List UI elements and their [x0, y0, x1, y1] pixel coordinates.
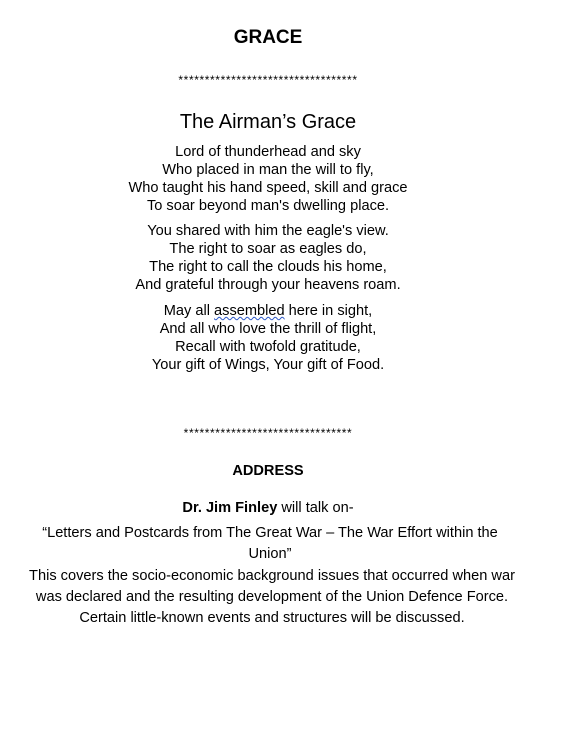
talk-title: “Letters and Postcards from The Great War – The War Effort within the Union” — [42, 525, 498, 562]
line-text: May all — [163, 303, 215, 319]
address-heading: ADDRESS — [232, 463, 304, 479]
poem-stanza-3 — [0, 302, 536, 374]
poem-line: And grateful through your heavens roam. — [135, 277, 401, 293]
poem-line — [0, 302, 536, 320]
poem-stanza-2 — [0, 222, 536, 294]
speaker-line — [0, 500, 536, 516]
poem-line: You shared with him the eagle's view. — [147, 223, 389, 239]
separator-top: ********************************** — [178, 73, 358, 87]
separator-bottom: ******************************** — [183, 426, 353, 440]
speaker-name: Dr. Jim Finley — [182, 500, 278, 516]
poem-line: To soar beyond man's dwelling place. — [146, 198, 390, 214]
poem-line: Your gift of Wings, Your gift of Food. — [151, 357, 385, 373]
page-title: GRACE — [233, 27, 303, 48]
line-text: here in sight, — [284, 303, 373, 319]
spellcheck-flagged-word[interactable]: assembled — [214, 303, 285, 319]
poem-line: Who placed in man the will to fly, — [162, 162, 374, 178]
speaker-suffix: will talk on- — [277, 500, 354, 516]
poem-line: Recall with twofold gratitude, — [175, 339, 361, 355]
poem-title: The Airman’s Grace — [179, 111, 357, 133]
poem-line: Lord of thunderhead and sky — [175, 144, 361, 160]
poem-stanza-1 — [0, 143, 536, 215]
poem-line: The right to soar as eagles do, — [169, 241, 367, 257]
poem-line: The right to call the clouds his home, — [149, 259, 387, 275]
poem-line: Who taught his hand speed, skill and grace — [128, 180, 408, 196]
talk-description: This covers the socio-economic background issues that occurred when war was declared and the resulting development of the Union Defence Force. Certain little-known events and structures will be discussed. — [29, 568, 515, 626]
poem-line: And all who love the thrill of flight, — [159, 321, 377, 337]
